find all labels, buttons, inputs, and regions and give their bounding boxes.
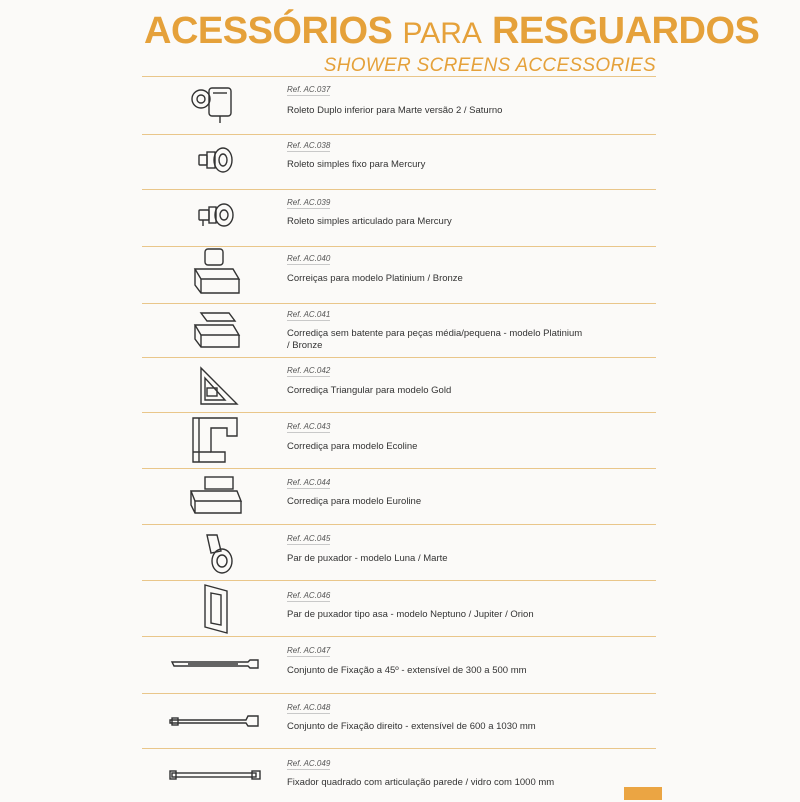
item-description: Corrediça sem batente para peças média/pequena - modelo Platinium / Bronze <box>287 328 583 351</box>
item-ref: Ref. AC.038 <box>287 141 331 150</box>
page-corner-tab <box>624 787 662 800</box>
item-ref: Ref. AC.037 <box>287 85 331 94</box>
item-description: Conjunto de Fixação direito - extensível de 600 a 1030 mm <box>287 721 536 732</box>
item-description: Par de puxador - modelo Luna / Marte <box>287 553 448 564</box>
item-ref: Ref. AC.047 <box>287 646 331 655</box>
triangular-slider-icon <box>168 359 264 411</box>
divider <box>142 189 656 190</box>
double-roller-icon <box>168 79 264 131</box>
euroline-slider-icon <box>168 470 264 522</box>
fixing-rod-straight-icon <box>168 697 264 749</box>
fixed-roller-icon <box>168 135 264 187</box>
item-description: Roleto Duplo inferior para Marte versão 2 / Saturno <box>287 105 503 116</box>
page-subtitle: SHOWER SCREENS ACCESSORIES <box>323 55 656 76</box>
item-ref: Ref. AC.041 <box>287 310 331 319</box>
articulated-roller-icon <box>168 191 264 243</box>
item-ref: Ref. AC.046 <box>287 591 331 600</box>
fixing-rod-45-icon <box>168 639 264 691</box>
item-ref: Ref. AC.039 <box>287 198 331 207</box>
item-description: Correiças para modelo Platinium / Bronze <box>287 273 463 284</box>
divider <box>142 468 656 469</box>
item-description: Par de puxador tipo asa - modelo Neptuno / Jupiter / Orion <box>287 609 534 620</box>
item-description: Fixador quadrado com articulação parede / vidro com 1000 mm <box>287 777 555 788</box>
ecoline-slider-icon <box>168 413 264 465</box>
item-ref: Ref. AC.049 <box>287 759 331 768</box>
item-description: Roleto simples articulado para Mercury <box>287 216 452 227</box>
divider <box>142 524 656 525</box>
item-ref: Ref. AC.044 <box>287 478 331 487</box>
item-ref: Ref. AC.043 <box>287 422 331 431</box>
divider <box>142 76 656 77</box>
item-description: Conjunto de Fixação a 45º - extensível de 300 a 500 mm <box>287 665 527 676</box>
bar-handle-icon <box>168 584 264 636</box>
divider <box>142 693 656 694</box>
knob-handle-icon <box>168 526 264 578</box>
item-ref: Ref. AC.040 <box>287 254 331 263</box>
item-description: Corrediça Triangular para modelo Gold <box>287 385 452 396</box>
item-ref: Ref. AC.048 <box>287 703 331 712</box>
item-description: Corrediça para modelo Ecoline <box>287 441 418 452</box>
page-title: ACESSÓRIOS PARA RESGUARDOS <box>144 10 760 52</box>
item-ref: Ref. AC.045 <box>287 534 331 543</box>
slider-guide-icon <box>168 246 264 298</box>
divider <box>142 357 656 358</box>
square-fixer-icon <box>168 750 264 802</box>
item-description: Corrediça para modelo Euroline <box>287 496 422 507</box>
divider <box>142 580 656 581</box>
slider-no-stop-icon <box>168 302 264 354</box>
item-ref: Ref. AC.042 <box>287 366 331 375</box>
item-description: Roleto simples fixo para Mercury <box>287 159 426 170</box>
